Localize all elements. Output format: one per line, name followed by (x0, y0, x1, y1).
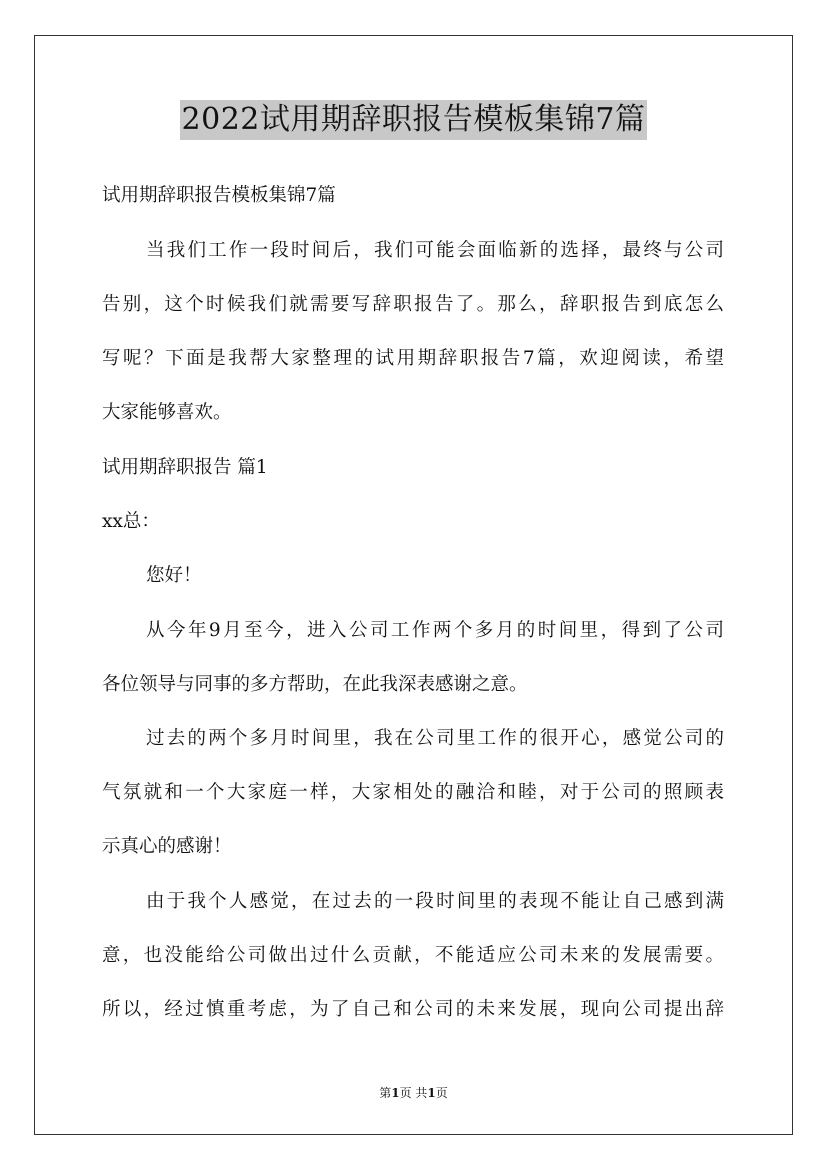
paragraph-line: 由于我个人感觉，在过去的一段时间里的表现不能让自己感到满 (146, 891, 724, 912)
paragraph-line: 各位领导与同事的多方帮助，在此我深表感谢之意。 (102, 674, 528, 695)
paragraph-line: 意，也没能给公司做出过什么贡献，不能适应公司未来的发展需要。 (102, 945, 724, 966)
title-container (0, 100, 827, 140)
paragraph-line: 所以，经过慎重考虑，为了自己和公司的未来发展，现向公司提出辞 (102, 999, 724, 1020)
footer-prefix: 第 (379, 1086, 392, 1100)
paragraph-line: 写呢？下面是我帮大家整理的试用期辞职报告7篇，欢迎阅读，希望 (102, 348, 724, 369)
paragraph-line: 从今年9月至今，进入公司工作两个多月的时间里，得到了公司 (146, 620, 724, 641)
page-number: 1 (391, 1086, 400, 1100)
salutation: xx总： (102, 511, 160, 532)
paragraph-line: 气氛就和一个大家庭一样，大家相处的融洽和睦，对于公司的照顾表 (102, 782, 724, 803)
paragraph-line: 示真心的感谢！ (102, 836, 232, 857)
section-heading: 试用期辞职报告 篇1 (102, 457, 268, 478)
paragraph-line: 当我们工作一段时间后，我们可能会面临新的选择，最终与公司 (146, 240, 724, 261)
footer-mid: 页 共 (399, 1086, 428, 1100)
paragraph-line: 大家能够喜欢。 (102, 402, 232, 423)
document-title: 2022试用期辞职报告模板集锦7篇 (180, 100, 648, 140)
paragraph-line: 过去的两个多月时间里，我在公司里工作的很开心，感觉公司的 (146, 728, 724, 749)
greeting: 您好！ (146, 565, 202, 586)
paragraph-line: 告别，这个时候我们就需要写辞职报告了。那么，辞职报告到底怎么 (102, 294, 724, 315)
total-pages: 1 (427, 1086, 436, 1100)
page-footer (0, 1084, 827, 1101)
footer-suffix: 页 (435, 1086, 448, 1100)
subtitle-line: 试用期辞职报告模板集锦7篇 (102, 185, 336, 206)
